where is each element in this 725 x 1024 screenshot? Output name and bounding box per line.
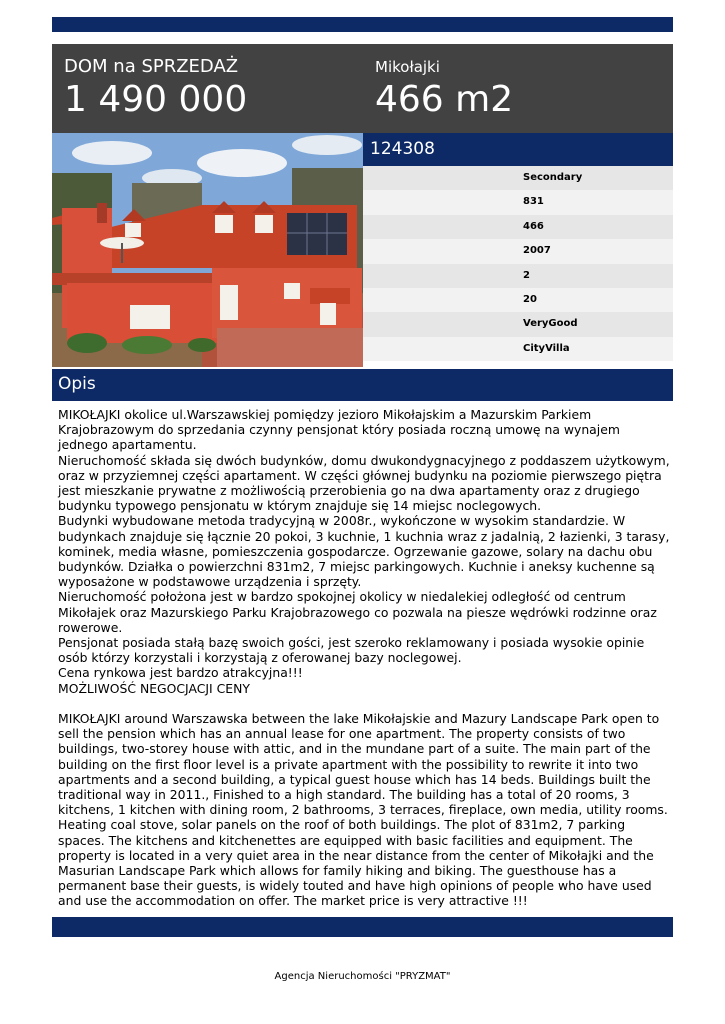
description-paragraph-en: MIKOŁAJKI around Warszawska between the lake Mikołajskie and Mazury Landscape Park open to sell the pension which has an annual lease for one apartment. The property consists of two buildings, two-storey house with attic, and in the mundane part of a suite. The main part of the building on the first floor level is a private apartment with the possibility to rewrite it into two apartments and a second building, a typical guest house which has 14 beds. Buildings built the traditional way in 2011., Finished to a high standard. The building has a total of 20 rooms, 3 kitchens, 1 kitchen with dining room, 2 bathrooms, 3 terraces, fireplace, own media, utility rooms. Heating coal stove, solar panels on the roof of both buildings. The plot of 831m2, 7 parking spaces. The kitchens and kitchenettes are equipped with basic facilities and equipment. The property is located in a very quiet area in the near distance from the center of Mikołajki and the Masurian Landscape Park which allows for family hiking and biking. The guesthouse has a permanent base their guests, is widely touted and have high opinions of people who have used and use the accommodation on offer. The market price is very attractive !!! [58, 711, 668, 909]
property-value: 20 [523, 293, 537, 305]
description-paragraph-pl: Nieruchomość położona jest w bardzo spokojnej okolicy w niedalekiej odległość od centrum Mikołajek oraz Mazurskiego Parku Krajobrazowego co pozwala na piesze wędrówki rodzinne oraz rowerowe. [58, 589, 657, 635]
description-body [58, 407, 670, 909]
property-value: 2 [523, 269, 530, 281]
bottom-band [52, 917, 673, 937]
description-paragraph-pl: Cena rynkowa jest bardzo atrakcyjna!!! [58, 665, 303, 681]
reference-number-bar [363, 133, 673, 166]
description-paragraph-pl: MOŻLIWOŚĆ NEGOCJACJI CENY [58, 680, 250, 696]
property-row [363, 264, 673, 288]
top-band [52, 17, 673, 32]
property-row [363, 190, 673, 214]
property-row [363, 239, 673, 263]
property-value: CityVilla [523, 342, 570, 354]
property-details-table [363, 166, 673, 361]
reference-number: 124308 [370, 139, 435, 159]
description-paragraph-pl: Nieruchomość składa się dwóch budynków, domu dwukondygnacyjnego z poddaszem użytkowym, oraz w przyziemnej części apartament. W części głównej budynku na poziomie pierwszego piętra jest mieszkanie prywatne z możliwością przerobienia go na dwa apartamenty oraz z drugiego budynku typowego pensjonatu w którym znajduje się 14 miejsc noclegowych. [58, 452, 670, 514]
house-illustration [52, 133, 363, 367]
paragraph-spacer [58, 696, 670, 711]
property-value: Secondary [523, 172, 583, 183]
description-section-header [52, 369, 673, 401]
header-right [375, 56, 513, 122]
property-value: 466 [523, 220, 544, 232]
property-value: 831 [523, 196, 544, 208]
area: 466 m2 [375, 79, 514, 120]
description-paragraph-pl: Pensjonat posiada stałą bazę swoich gości, jest szeroko reklamowany i posiada wysokie opinie osób którzy korzystali i korzystają z oferowanej bazy noclegowej. [58, 635, 645, 666]
description-paragraph-pl: Budynki wybudowane metoda tradycyjną w 2008r., wykończone w wysokim standardzie. W budynkach znajduje się łącznie 20 pokoi, 3 kuchnie, 1 kuchnia wraz z jadalnią, 2 łazienki, 3 tarasy, kominek, media własne, pomieszczenia gospodarcze. Ogrzewanie gazowe, solary na dachu obu budynków. Działka o powierzchni 831m2, 7 miejsc parkingowych. Kuchnie i aneksy kuchenne są wyposażone w podstawowe urządzenia i sprzęty. [58, 513, 670, 590]
description-paragraph-pl: MIKOŁAJKI okolice ul.Warszawskiej pomiędzy jezioro Mikołajskim a Mazurskim Parkiem Krajobrazowym do sprzedania czynny pensjonat który posiada roczną umowę na wynajem jednego apartamentu. [58, 407, 620, 453]
section-title: Opis [58, 374, 96, 394]
listing-header [52, 44, 673, 133]
property-value: VeryGood [523, 318, 578, 330]
property-row [363, 166, 673, 190]
listing-type: DOM na SPRZEDAŻ [64, 56, 239, 77]
property-row [363, 337, 673, 361]
property-row [363, 288, 673, 312]
location: Mikołajki [375, 58, 440, 76]
price: 1 490 000 [64, 79, 248, 120]
property-row [363, 312, 673, 336]
property-row [363, 215, 673, 239]
property-photo [52, 133, 363, 367]
agency-footer: Agencja Nieruchomości "PRYZMAT" [274, 971, 451, 982]
property-value: 2007 [523, 245, 551, 257]
header-left [64, 56, 247, 122]
